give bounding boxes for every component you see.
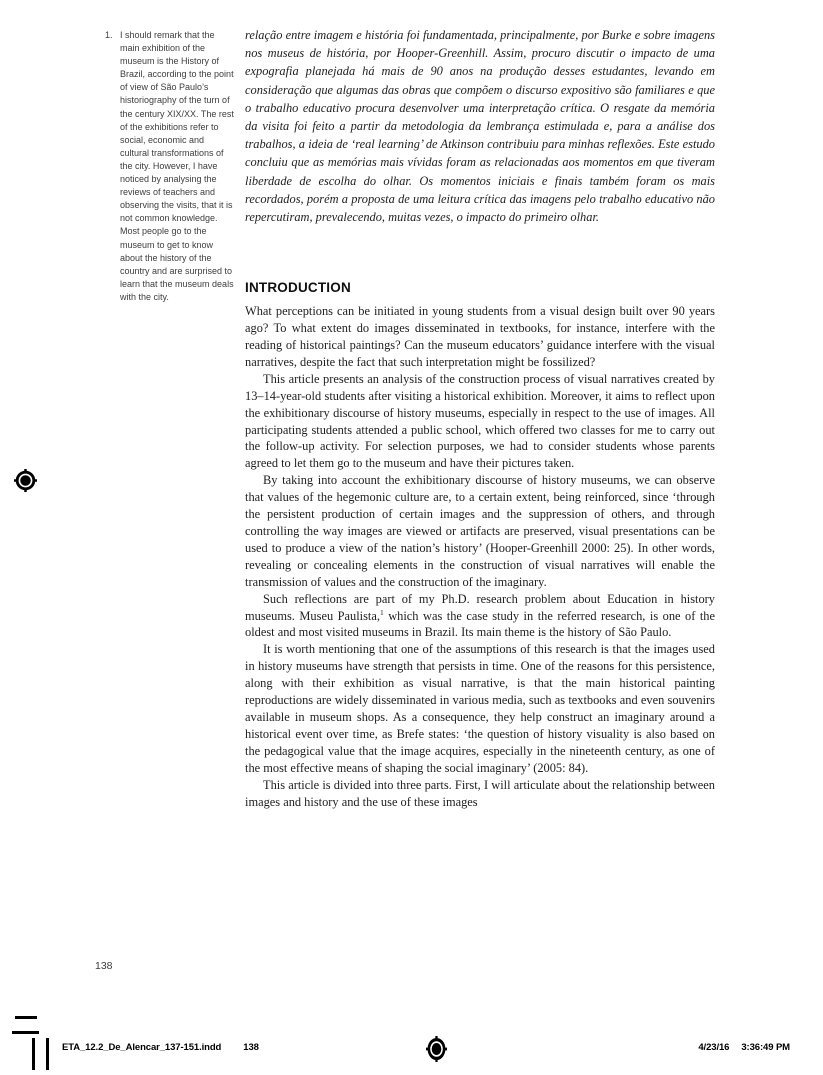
paragraph-segment: Such reflections are part of my Ph.D. research problem about Education in history museums. Museu Paulista, — [245, 591, 715, 623]
crop-mark-icon — [12, 1031, 39, 1034]
slug-filename-text: ETA_12.2_De_Alencar_137-151.indd — [62, 1042, 222, 1053]
crop-mark-icon — [15, 1016, 37, 1019]
print-slug-filename — [62, 1041, 259, 1054]
body-paragraph: This article presents an analysis of the construction process of visual narratives created by 13–14-year-old students after visiting a historical exhibition. Moreover, it aims to reflect upon the exhibitionary discourse of history museums, especially in respect to the use of images. All participating students attended a public school, which offered two classes for me to carry out the follow-up activity. For selection purposes, we had to consider students whose parents agreed to let them go to the museum and have their pictures taken. — [245, 371, 715, 471]
slug-date: 4/23/16 — [698, 1042, 730, 1053]
body-paragraph — [245, 591, 715, 642]
section-heading: INTRODUCTION — [245, 280, 351, 296]
footnote-reference: 1 — [379, 607, 384, 617]
page-number: 138 — [95, 960, 113, 972]
paragraph-segment: which was the case study in the referred research, is one of the oldest and most visited museums in Brazil. Its main theme is the history of São Paulo. — [245, 608, 715, 640]
footnote-text: I should remark that the main exhibition of the museum is the History of Brazil, according to the point of view of São Paulo’s historiography of the turn of the century XIX/XX. The rest of the exhibitions refer to social, economic and cultural transformations of the city. However, I have noticed by analysing the reviews of teachers and observing the visits, that it is not common knowledge. Most people go to the museum to get to know about the history of the country and are surprised to learn that the museum deals with the city. — [120, 30, 234, 302]
registration-mark-icon — [426, 1036, 447, 1062]
crop-mark-icon — [46, 1038, 49, 1070]
body-paragraph: It is worth mentioning that one of the assumptions of this research is that the images used in history museums have strength that persists in time. One of the reasons for this persistence, along with their exhibition as visual narrative, is that the main historical painting reproductions are widely disseminated in various media, such as textbooks and even souvenirs available in museum shops. As a consequence, they help construct an imaginary around a historical event over time, as Brefe states: ‘the question of history visuality is also based on the pedagogical value that the image acquires, especially in the nineteenth century, as one of the most effective means of shaping the social imaginary’ (2005: 84). — [245, 642, 715, 775]
body-paragraph: This article is divided into three parts. First, I will articulate about the relationship between images and history and the use of these images — [245, 777, 715, 809]
slug-time: 3:36:49 PM — [741, 1042, 790, 1053]
footnote-number: 1. — [105, 30, 113, 40]
main-text-column — [245, 26, 715, 810]
abstract-paragraph: relação entre imagem e história foi fundamentada, principalmente, por Burke e sobre imagens nos museus de história, por Hooper-Greenhill. Assim, procuro discutir o impacto de uma expografia planejada há mais de 90 anos na produção desses estudantes, levando em consideração que algumas das obras que compõem o discurso expositivo são familiares e que o trabalho educativo procura desenvolver uma interpretação crítica. O resgate da memória da visita foi feito a partir da metodologia da lembrança estimulada e, para a análise dos trabalhos, a ideia de ‘real learning’ de Atkinson contribuiu para minhas reflexões. Este estudo concluiu que as memórias mais vívidas foram as relacionadas aos momentos em que tiveram liberdade de escolha do olhar. Os momentos iniciais e finais também foram os mais recordados, porém a proposta de uma leitura crítica das imagens pelo trabalho educativo não repercutiram, prevalecendo, muitas vezes, o impacto do primeiro olhar. — [245, 28, 715, 225]
crop-mark-icon — [32, 1038, 35, 1070]
slug-page-number: 138 — [243, 1042, 259, 1053]
sidebar-footnote — [105, 29, 235, 304]
body-paragraph: By taking into account the exhibitionary discourse of history museums, we can observe that values of the hegemonic culture are, to a certain extent, being reinforced, since ‘through the persistent production of certain images and the suppression of others, and through controlling the way images are viewed or artifacts are preserved, visual presentations can be used to produce a view of the nation’s history’ (Hooper-Greenhill 2000: 25). In other words, revealing or concealing elements in the construction of visual narratives will enable the transmission of values and the construction of the imaginary. — [245, 473, 715, 589]
body-paragraph: What perceptions can be initiated in young students from a visual design built over 90 years ago? To what extent do images disseminated in textbooks, for instance, interfere with the reading of historical paintings? Can the museum educators’ guidance interfere with the visual narratives, despite the fact that such interpretation might be fossilized? — [245, 304, 715, 369]
print-slug-timestamp — [698, 1041, 790, 1054]
registration-mark-icon — [14, 469, 37, 492]
